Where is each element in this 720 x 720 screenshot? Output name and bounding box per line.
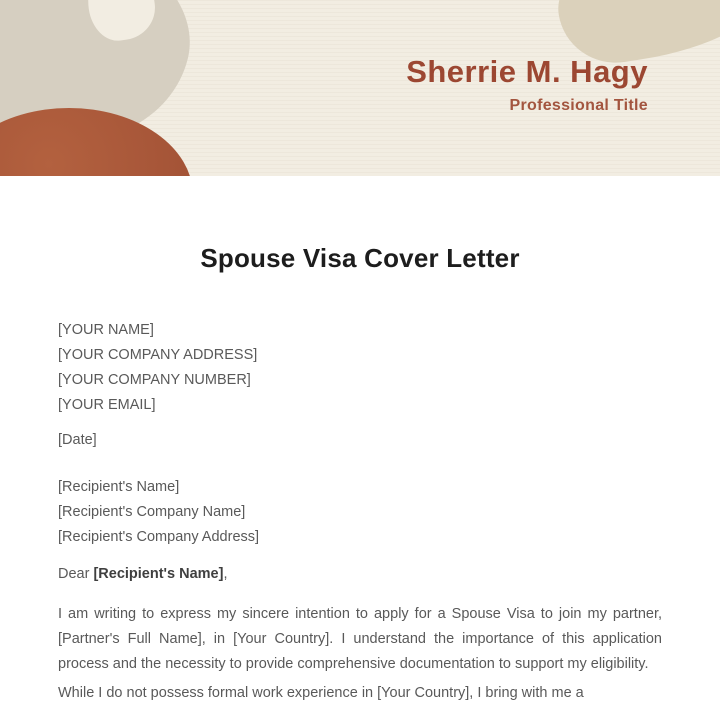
salutation-line [58,562,662,587]
sender-address-line: [YOUR COMPANY ADDRESS] [58,347,258,363]
recipient-company-name-line: [Recipient's Company Name] [58,504,246,520]
document-title: Spouse Visa Cover Letter [200,243,520,273]
body-paragraph-2: While I do not possess formal work experience in [Your Country], I bring with me a [58,685,584,701]
salutation-prefix: Dear [58,566,94,582]
recipient-company-address-line: [Recipient's Company Address] [58,529,260,545]
terracotta-blob-decoration [0,108,193,176]
letter-body [0,176,720,706]
salutation-suffix: , [223,566,228,582]
sender-email-line: [YOUR EMAIL] [58,397,156,413]
sender-number-line: [YOUR COMPANY NUMBER] [58,372,251,388]
sender-name-line: [YOUR NAME] [58,322,154,338]
letterhead-name: Sherrie M. Hagy [406,54,648,89]
salutation-recipient-name: [Recipient's Name] [93,566,224,582]
letterhead-text-group [406,54,648,115]
recipient-name-line: [Recipient's Name] [58,479,180,495]
date-line: [Date] [58,432,97,448]
sender-block [58,318,662,418]
recipient-block [58,475,662,550]
letterhead [0,0,720,176]
letterhead-professional-title: Professional Title [509,96,648,114]
body-paragraph-1: I am writing to express my sincere intention to apply for a Spouse Visa to join my partner, [Partner's Full Name], in [Your Country]. I understand the importance of this application process and the necessity to provide comprehensive documentation to support my eligibility. [58,606,662,672]
